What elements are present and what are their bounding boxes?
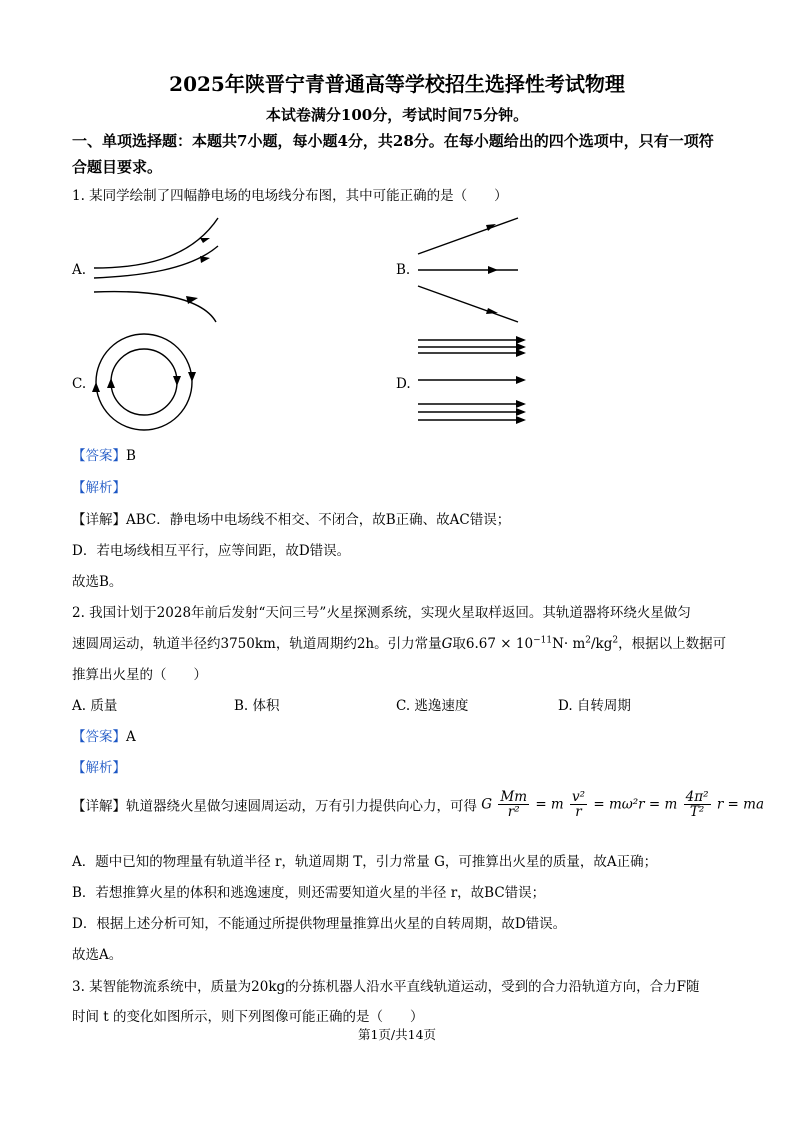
stem-text: ，根据以上数据可 [618,636,727,652]
numerator: Mm [500,789,528,805]
stem-text: 取6.67 × 10 [452,636,534,652]
q1-stem: 1. 某同学绘制了四幅静电场的电场线分布图，其中可能正确的是（ ） [72,188,508,204]
detail-tag: 【详解】 [72,798,126,815]
answer-tag: 【答案】 [72,448,126,464]
q2-line-d: D．根据上述分析可知，不能通过所提供物理量推算出火星的自转周期，故D错误。 [72,916,567,932]
detail-tag: 【详解】 [72,512,126,528]
q2-stem-1: 2. 我国计划于2028年前后发射“天问三号”火星探测系统，实现火星取样返回。其轨道器将环绕火星做匀 [72,605,691,621]
q1-detail-1 [72,508,510,528]
q2-line-b: B．若想推算火星的体积和逃逸速度，则还需要知道火星的半径 r，故BC错误； [72,885,546,901]
fraction-4pi2-t2 [684,790,711,819]
q3-stem-2: 时间 t 的变化如图所示，则下列图像可能正确的是（ ） [72,1009,424,1025]
symbol-g: G [441,636,453,652]
q1-detail-2: D．若电场线相互平行，应等间距，故D错误。 [72,543,351,559]
answer-tag: 【答案】 [72,729,126,745]
q2-option-b[interactable]: B. 体积 [234,698,280,714]
q2-stem-3: 推算出火星的（ ） [72,667,207,683]
q2-analysis-tag: 【解析】 [72,760,126,776]
q2-line-a: A．题中已知的物理量有轨道半径 r，轨道周期 T，引力常量 G，可推算出火星的质量，故A正确； [72,854,658,870]
numerator: v² [572,789,586,805]
q2-detail-formula [72,790,764,819]
q1-figure-d [414,334,530,424]
page-footer: 第1页/共14页 [357,1027,437,1042]
q1-figure-c [88,332,200,432]
q1-option-c-label[interactable]: C. [72,376,87,392]
answer-value: B [126,448,136,464]
section-heading: 一、单项选择题：本题共7小题，每小题4分，共28分。在每小题给出的四个选项中，只有一项符合题目要求。 [72,132,714,176]
q1-conclusion: 故选B。 [72,574,123,590]
exponent: −11 [533,635,553,646]
exam-info: 本试卷满分100分，考试时间75分钟。 [265,106,529,124]
q1-figure-b [412,212,522,330]
detail-text: 轨道器绕火星做匀速圆周运动，万有引力提供向心力，可得 [126,798,477,815]
equals-omega: = mω²r = m [593,796,678,813]
exponent: 2 [585,635,591,646]
answer-value: A [126,729,136,745]
denominator: T² [689,804,705,820]
q3-stem-1: 3. 某智能物流系统中，质量为20kg的分拣机器人沿水平直线轨道运动，受到的合力沿轨道方向，合力F随 [72,979,700,995]
q1-option-b-label[interactable]: B. [396,262,411,278]
q2-option-c[interactable]: C. 逃逸速度 [396,698,469,714]
q1-option-a-label[interactable]: A. [72,262,87,278]
equals-ma: r = ma [716,796,765,813]
page-title: 2025年陕晋宁青普通高等学校招生选择性考试物理 [169,72,625,96]
stem-text: 速圆周运动，轨道半径约3750km，轨道周期约2h。引力常量 [72,636,442,652]
fraction-v2-r [570,790,587,819]
unit-text: /kg [591,636,613,652]
symbol-g: G [481,796,493,813]
denominator: r [575,804,582,820]
q2-conclusion: 故选A。 [72,947,123,963]
unit-text: N· m [552,636,586,652]
q2-answer [72,725,136,745]
numerator: 4π² [685,789,709,805]
equals-m: = m [535,796,564,813]
q1-answer [72,444,136,464]
exponent: 2 [612,635,619,646]
fraction-mm-r2 [498,790,529,819]
q1-figure-a [80,212,230,330]
q2-option-a[interactable]: A. 质量 [72,698,118,714]
q2-option-d[interactable]: D. 自转周期 [558,698,631,714]
detail-text: ABC．静电场中电场线不相交、不闭合，故B正确、故AC错误； [126,512,511,528]
q1-analysis-tag: 【解析】 [72,480,126,496]
q1-option-d-label[interactable]: D. [396,376,411,392]
denominator: r² [507,804,520,820]
q2-stem-2 [72,632,726,652]
